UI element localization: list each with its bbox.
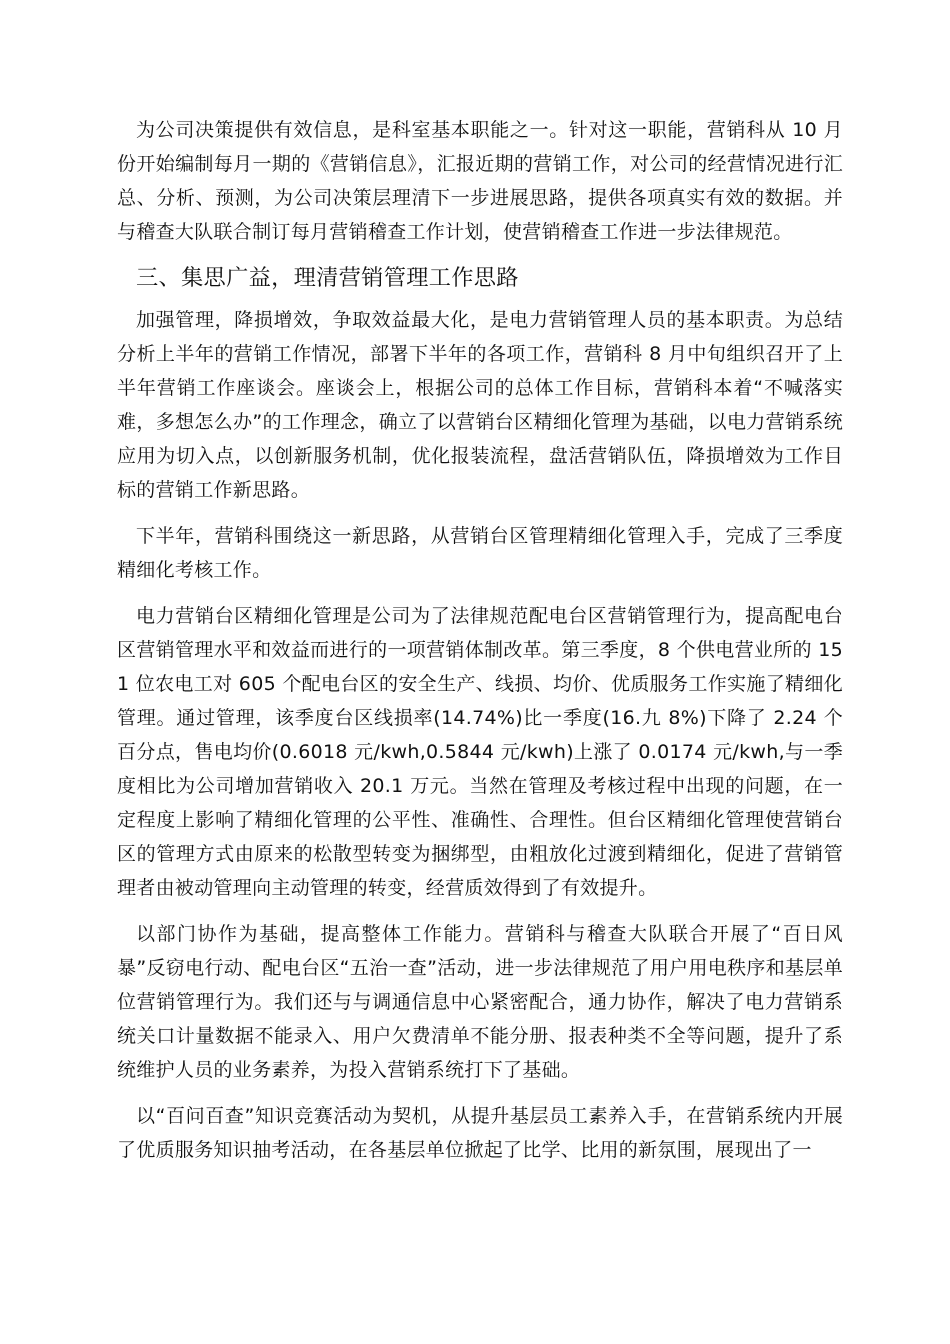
document-page <box>117 113 843 1179</box>
paragraph-knowledge-contest: 以“百问百查”知识竞赛活动为契机，从提升基层员工素养入手，在营销系统内开展了优质服务知识抽考活动，在各基层单位掀起了比学、比用的新氛围，展现出了一 <box>117 1105 843 1161</box>
paragraph-decision-info: 为公司决策提供有效信息，是科室基本职能之一。针对这一职能，营销科从 10 月份开始编制每月一期的《营销信息》，汇报近期的营销工作，对公司的经营情况进行汇总、分析、预测，为公司决策层理清下一步进展思路，提供各项真实有效的数据。并与稽查大队联合制订每月营销稽查工作计划，使营销稽查工作进一步法律规范。 <box>117 119 843 243</box>
paragraph-strengthen-management: 加强管理，降损增效，争取效益最大化，是电力营销管理人员的基本职责。为总结分析上半年的营销工作情况，部署下半年的各项工作，营销科 8 月中旬组织召开了上半年营销工作座谈会。座谈会上，根据公司的总体工作目标，营销科本着“不喊落实难，多想怎么办”的工作理念，确立了以营销台区精细化管理为基础，以电力营销系统应用为切入点，以创新服务机制，优化报装流程，盘活营销队伍，降损增效为工作目标的营销工作新思路。 <box>117 309 843 501</box>
paragraph-department-collaboration: 以部门协作为基础，提高整体工作能力。营销科与稽查大队联合开展了“百日风暴”反窃电行动、配电台区“五治一查”活动，进一步法律规范了用户用电秩序和基层单位营销管理行为。我们还与与调通信息中心紧密配合，通力协作，解决了电力营销系统关口计量数据不能录入、用户欠费清单不能分册、报表种类不全等问题，提升了系统维护人员的业务素养，为投入营销系统打下了基础。 <box>117 923 843 1081</box>
paragraph-second-half: 下半年，营销科围绕这一新思路，从营销台区管理精细化管理入手，完成了三季度精细化考核工作。 <box>117 525 843 581</box>
paragraph-refined-management: 电力营销台区精细化管理是公司为了法律规范配电台区营销管理行为，提高配电台区营销管理水平和效益而进行的一项营销体制改革。第三季度，8 个供电营业所的 151 位农电工对 605 个配电台区的安全生产、线损、均价、优质服务工作实施了精细化管理。通过管理，该季度台区线损率(14.74%)比一季度(16.九 8%)下降了 2.24 个百分点，售电均价(0.6018 元/kwh,0.5844 元/kwh)上涨了 0.0174 元/kwh,与一季度相比为公司增加营销收入 20.1 万元。当然在管理及考核过程中出现的问题，在一定程度上影响了精细化管理的公平性、准确性、合理性。但台区精细化管理使营销台区的管理方式由原来的松散型转变为捆绑型，由粗放化过渡到精细化，促进了营销管理者由被动管理向主动管理的转变，经营质效得到了有效提升。 <box>117 605 843 899</box>
section-heading-three: 三、集思广益，理清营销管理工作思路 <box>136 265 519 291</box>
